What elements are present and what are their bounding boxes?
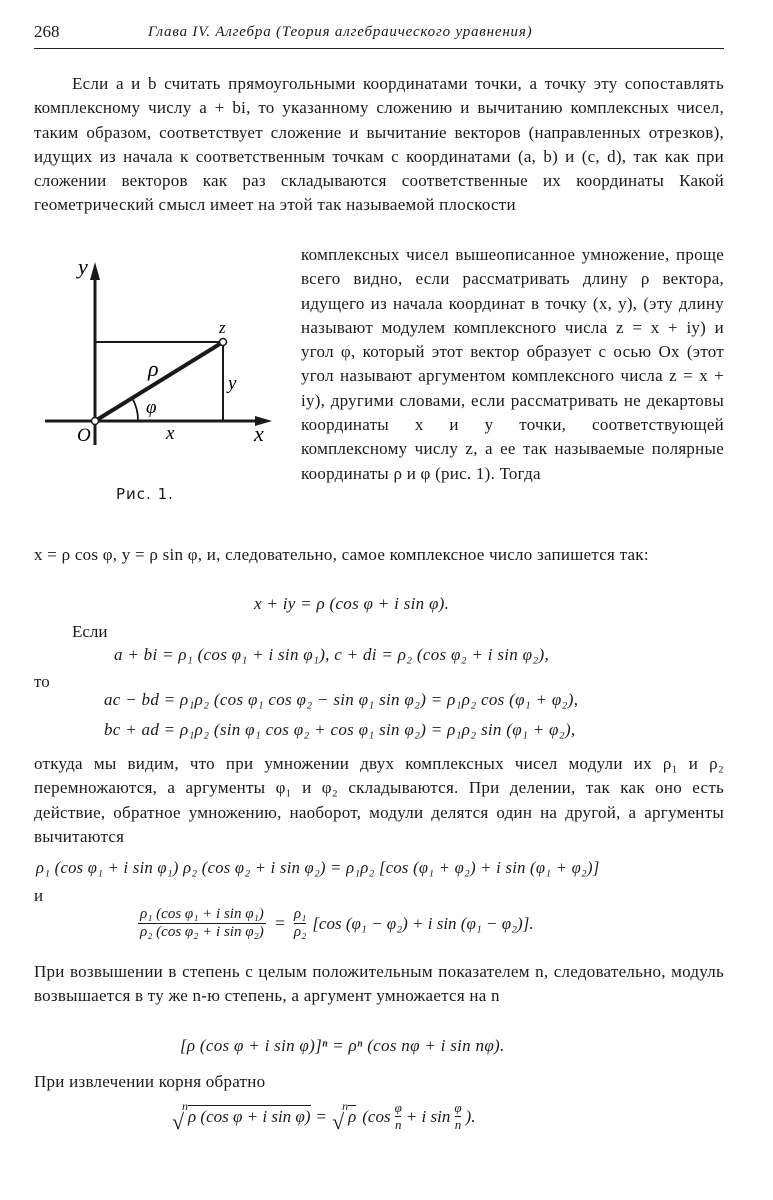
- figure-caption: Рис. 1.: [116, 485, 174, 503]
- quotient-rhs-numerator: ρ₁: [293, 906, 307, 922]
- vector-rho: [95, 342, 223, 421]
- root-frac1-den: n: [394, 1117, 402, 1132]
- paragraph-polar: x = ρ cos φ, y = ρ sin φ, и, следовательно, самое комплексное число запишется так:: [34, 545, 649, 564]
- root-rhs-radicand: ρ: [348, 1106, 357, 1126]
- root-equals: =: [316, 1106, 327, 1126]
- root-fraction-1: [395, 1100, 402, 1133]
- paragraph-intro: Если a и b считать прямоугольными координатами точки, а точку эту сопоставлять комплексному числу a + bi, то указанному сложению и вычитанию комплексных чисел, таким образом, соответствует сложение и вычитание векторов (направленных отрезков), идущих из начала к соответственным точкам с координатами (a, b) и (c, d), так как при сложении векторов как раз складываются соответственные их координаты Какой геометрический смысл имеет на этой так называемой плоскости: [34, 74, 724, 215]
- label-y-segment: y: [228, 373, 237, 394]
- label-y-axis: y: [78, 254, 88, 279]
- y-axis-arrow: [90, 262, 100, 280]
- label-rho: ρ: [148, 356, 159, 381]
- root-frac2-den: n: [454, 1117, 462, 1132]
- radical-sign: √: [172, 1108, 185, 1134]
- quotient-rhs-fraction: [294, 906, 306, 941]
- quotient-denominator: ρ₂ (cos φ₂ + i sin φ₂): [140, 924, 264, 940]
- quotient-rhs: [cos (φ₁ − φ₂) + i sin (φ₁ − φ₂)].: [312, 913, 534, 933]
- label-then: то: [34, 672, 50, 691]
- quotient-rhs-denominator: ρ₂: [293, 924, 307, 940]
- paragraph-multiplication: откуда мы видим, что при умножении двух комплексных чисел модули их ρ₁ и ρ₂ перемножаются, а аргументы φ₁ и φ₂ складываются. При делении, так как оно есть действие, обратное умножению, наоборот, модули делятся один на другой, а аргументы вычитаются: [34, 754, 724, 846]
- figure-1: [40, 250, 280, 450]
- label-origin: O: [77, 425, 91, 446]
- angle-arc: [132, 398, 138, 421]
- equation-product: ρ₁ (cos φ₁ + i sin φ₁) ρ₂ (cos φ₂ + i sin φ₂) = ρ₁ρ₂ [cos (φ₁ + φ₂) + i sin (φ₁ + φ₂)]: [36, 858, 600, 877]
- point-z: [220, 339, 227, 346]
- running-title: Глава IV. Алгебра (Теория алгебраического уравнения): [148, 24, 533, 40]
- root-close: ).: [465, 1106, 476, 1126]
- root-fraction-2: [454, 1100, 461, 1133]
- label-x-segment: x: [166, 423, 175, 444]
- root-radicand: ρ (cos φ + i sin φ): [188, 1106, 311, 1126]
- root-plus-isin: + i sin: [405, 1106, 451, 1126]
- quotient-numerator: ρ₁ (cos φ₁ + i sin φ₁): [140, 906, 264, 922]
- page-header: [34, 18, 724, 49]
- equation-root: [172, 1100, 475, 1133]
- root-rhs-index: n: [342, 1098, 349, 1113]
- root-frac1-num: φ: [394, 1100, 402, 1115]
- root-index: n: [182, 1098, 188, 1113]
- equation-polar-form: x + iy = ρ (cos φ + i sin φ).: [254, 594, 450, 613]
- label-if: Если: [72, 622, 108, 641]
- origin-point: [92, 418, 99, 425]
- equation-power: [ρ (cos φ + i sin φ)]ⁿ = ρⁿ (cos nφ + i sin nφ).: [180, 1036, 505, 1055]
- quotient-fraction: [138, 906, 266, 941]
- label-x-axis: x: [254, 421, 264, 446]
- label-point-z: z: [219, 318, 226, 337]
- paragraph-root: При извлечении корня обратно: [34, 1072, 266, 1091]
- radical-sign-rhs: √: [332, 1108, 345, 1134]
- page-number: 268: [34, 22, 60, 41]
- label-phi: φ: [146, 397, 157, 418]
- equation-given: a + bi = ρ₁ (cos φ₁ + i sin φ₁), c + di = ρ₂ (cos φ₂ + i sin φ₂),: [114, 645, 550, 664]
- equation-real-part: ac − bd = ρ₁ρ₂ (cos φ₁ cos φ₂ − sin φ₁ sin φ₂) = ρ₁ρ₂ cos (φ₁ + φ₂),: [104, 690, 579, 709]
- equation-imag-part: bc + ad = ρ₁ρ₂ (sin φ₁ cos φ₂ + cos φ₁ sin φ₂) = ρ₁ρ₂ sin (φ₁ + φ₂),: [104, 720, 576, 739]
- root-cos: (cos: [362, 1106, 391, 1126]
- label-and: и: [34, 886, 44, 905]
- root-frac2-num: φ: [454, 1100, 462, 1115]
- paragraph-power: При возвышении в степень с целым положительным показателем n, следовательно, модуль возвышается в ту же n-ю степень, а аргумент умножается на n: [34, 962, 724, 1006]
- equation-quotient: $\frac{\text{ρ₁ (cos φ₁ + i sin φ₁)}}{\text{ρ₂ (cos φ₂ + i sin φ₂)}}$ = $\frac{\text{ρ₁}}{\text{ρ₂}}$ [cos (φ₁ − φ₂) + i sin (φ₁ − φ₂)].: [140, 906, 534, 940]
- paragraph-beside-figure: комплексных чисел вышеописанное умножение, проще всего видно, если рассматривать длину ρ вектора, идущего из начала координат в точку (x, y), (эту длину называют модулем комплексного числа z = x + iy) и угол φ, который этот вектор образует с осью Ox (этот угол называют аргументом комплексного числа z = x + iy), другими словами, если рассматривать не декартовы координаты x и y точки, соответствующей комплексному числу z, а ее так называемые полярные координаты ρ и φ (рис. 1). Тогда: [301, 245, 724, 483]
